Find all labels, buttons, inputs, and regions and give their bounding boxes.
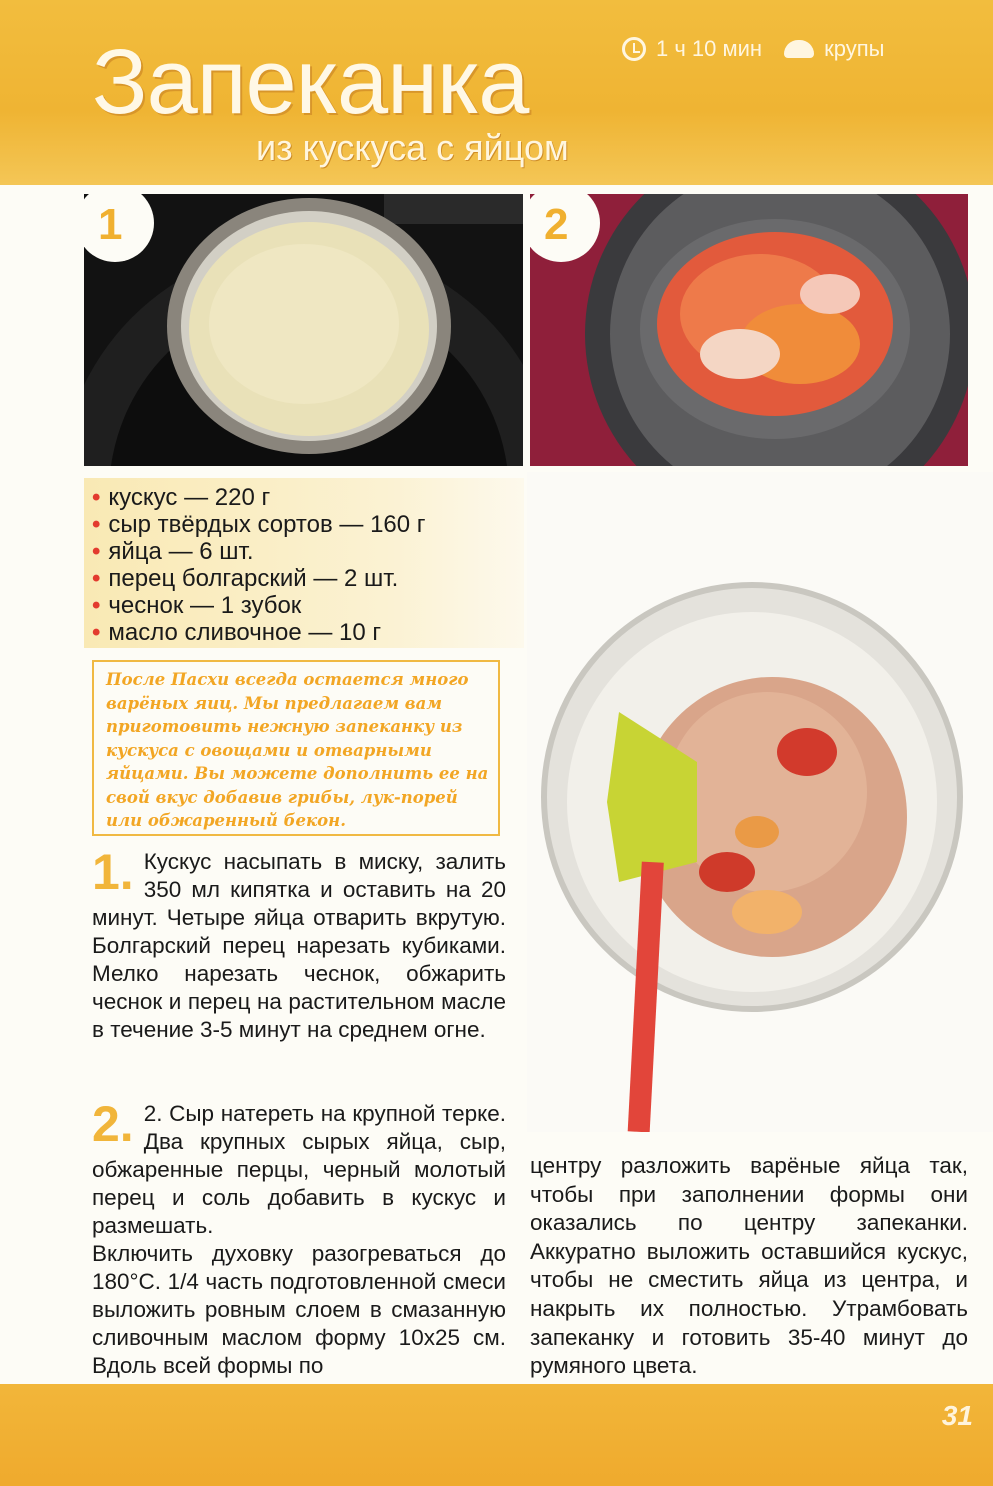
list-item: • масло сливочное — 10 г: [92, 619, 382, 646]
step-2-body: 2. Сыр натереть на крупной терке. Два крупных сырых яйца, сыр, обжаренные перцы, черный молотый перец и соль добавить в кускус и размешать.: [92, 1101, 506, 1238]
intro-note: После Пасхи всегда остается много варёных яиц. Мы предлагаем вам приготовить нежную запеканку из кускуса с овощами и отварными яйцами. Вы можете дополнить ее на свой вкус добавив грибы, лук-порей или обжаренный бекон.: [92, 660, 500, 836]
bullet-icon: •: [92, 538, 101, 565]
list-item: • чеснок — 1 зубок: [92, 592, 302, 619]
list-item: • кускус — 220 г: [92, 484, 271, 511]
cook-time: 1 ч 10 мин: [656, 36, 763, 61]
recipe-title: Запеканка: [92, 31, 529, 133]
step-1-number: 1.: [92, 844, 134, 900]
bowl-icon: [784, 40, 814, 58]
step-photo-2: [530, 194, 968, 466]
header-band: [0, 0, 993, 185]
ingredients-list: [84, 478, 524, 648]
list-item: • перец болгарский — 2 шт.: [92, 565, 399, 592]
bullet-icon: •: [92, 511, 101, 538]
step-2-body-continued: Включить духовку разогреваться до 180°С. 1/4 часть подготовленной смеси выложить ровным слоем в смазанную сливочным маслом форму 10х25 см. Вдоль всей формы по: [92, 1241, 506, 1378]
step-photo-number: 1: [98, 200, 123, 249]
recipe-category: крупы: [824, 36, 885, 61]
list-item: • сыр твёрдых сортов — 160 г: [92, 511, 426, 538]
step-photo-number: 2: [544, 200, 569, 249]
step-2-number: 2.: [92, 1096, 134, 1152]
recipe-meta: [622, 34, 884, 64]
step-2-text: [92, 1096, 506, 1380]
bullet-icon: •: [92, 484, 101, 511]
bullet-icon: •: [92, 592, 101, 619]
step-1-text: [92, 844, 506, 1044]
list-item: • яйца — 6 шт.: [92, 538, 254, 565]
footer-band: [0, 1384, 993, 1486]
bullet-icon: •: [92, 565, 101, 592]
mixture-bowl-photo: [527, 472, 993, 1132]
mixture-bowl-image: [527, 472, 993, 1132]
bullet-icon: •: [92, 619, 101, 646]
step-photo-1: [84, 194, 523, 466]
recipe-subtitle: из кускуса с яйцом: [256, 127, 569, 168]
page-number: 31: [941, 1400, 973, 1431]
clock-icon: [622, 37, 646, 61]
step-1-body: Кускус насыпать в миску, залить 350 мл кипятка и оставить на 20 минут. Четыре яйца отварить вкрутую. Болгарский перец нарезать кубиками. Мелко нарезать чеснок, обжарить чеснок и перец на растительном масле в течение 3-5 минут на среднем огне.: [92, 849, 506, 1042]
step-2-continuation: центру разложить варёные яйца так, чтобы при заполнении формы они оказались по центру запеканки. Аккуратно выложить оставшийся кускус, чтобы не сместить яйца из центра, и накрыть их полностью. Утрамбовать запеканку и готовить 35-40 минут до румяного цвета.: [530, 1153, 968, 1379]
